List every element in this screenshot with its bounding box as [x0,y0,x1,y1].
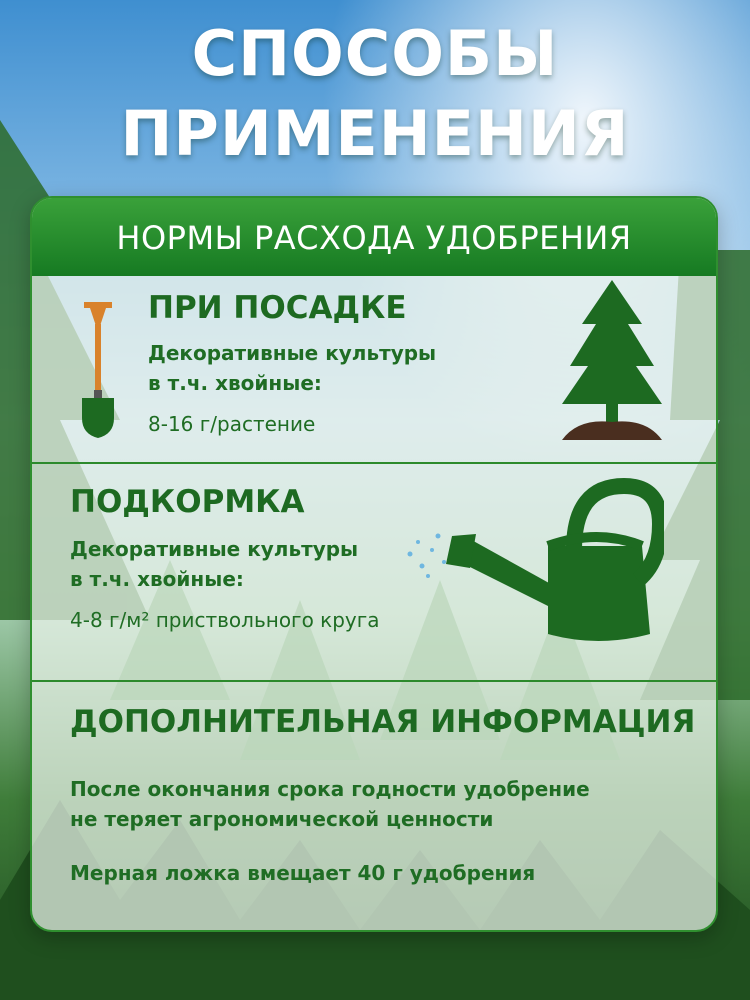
feeding-subtitle-line-1: Декоративные культуры [70,537,359,561]
planting-title: ПРИ ПОСАДКЕ [148,290,407,326]
title-line-2: ПРИМЕНЕНИЯ [120,97,630,170]
planting-subtitle [148,338,436,398]
consumption-card [30,196,718,932]
section-extra-info [32,682,716,928]
feeding-title: ПОДКОРМКА [70,484,305,520]
planting-subtitle-line-1: Декоративные культуры [148,341,437,365]
feeding-subtitle [70,534,358,594]
extra-note-1 [70,774,590,834]
planting-subtitle-line-2: в т.ч. хвойные: [148,371,322,395]
title-line-1: СПОСОБЫ [191,17,559,90]
planting-value: 8-16 г/растение [148,412,316,436]
feeding-value: 4-8 г/м² приствольного круга [70,608,380,632]
section-feeding [32,464,716,682]
page-title [0,14,750,174]
section-planting [32,276,716,464]
fir-tree-icon [558,280,666,444]
extra-note-2: Мерная ложка вмещает 40 г удобрения [70,861,536,885]
feeding-subtitle-line-2: в т.ч. хвойные: [70,567,244,591]
card-header: НОРМЫ РАСХОДА УДОБРЕНИЯ [32,198,716,276]
extra-note-1-line-1: После окончания срока годности удобрение [70,777,590,801]
shovel-icon [78,298,118,438]
extra-note-1-line-2: не теряет агрономической ценности [70,807,494,831]
extra-title: ДОПОЛНИТЕЛЬНАЯ ИНФОРМАЦИЯ [70,704,696,740]
watering-can-icon [398,476,664,646]
